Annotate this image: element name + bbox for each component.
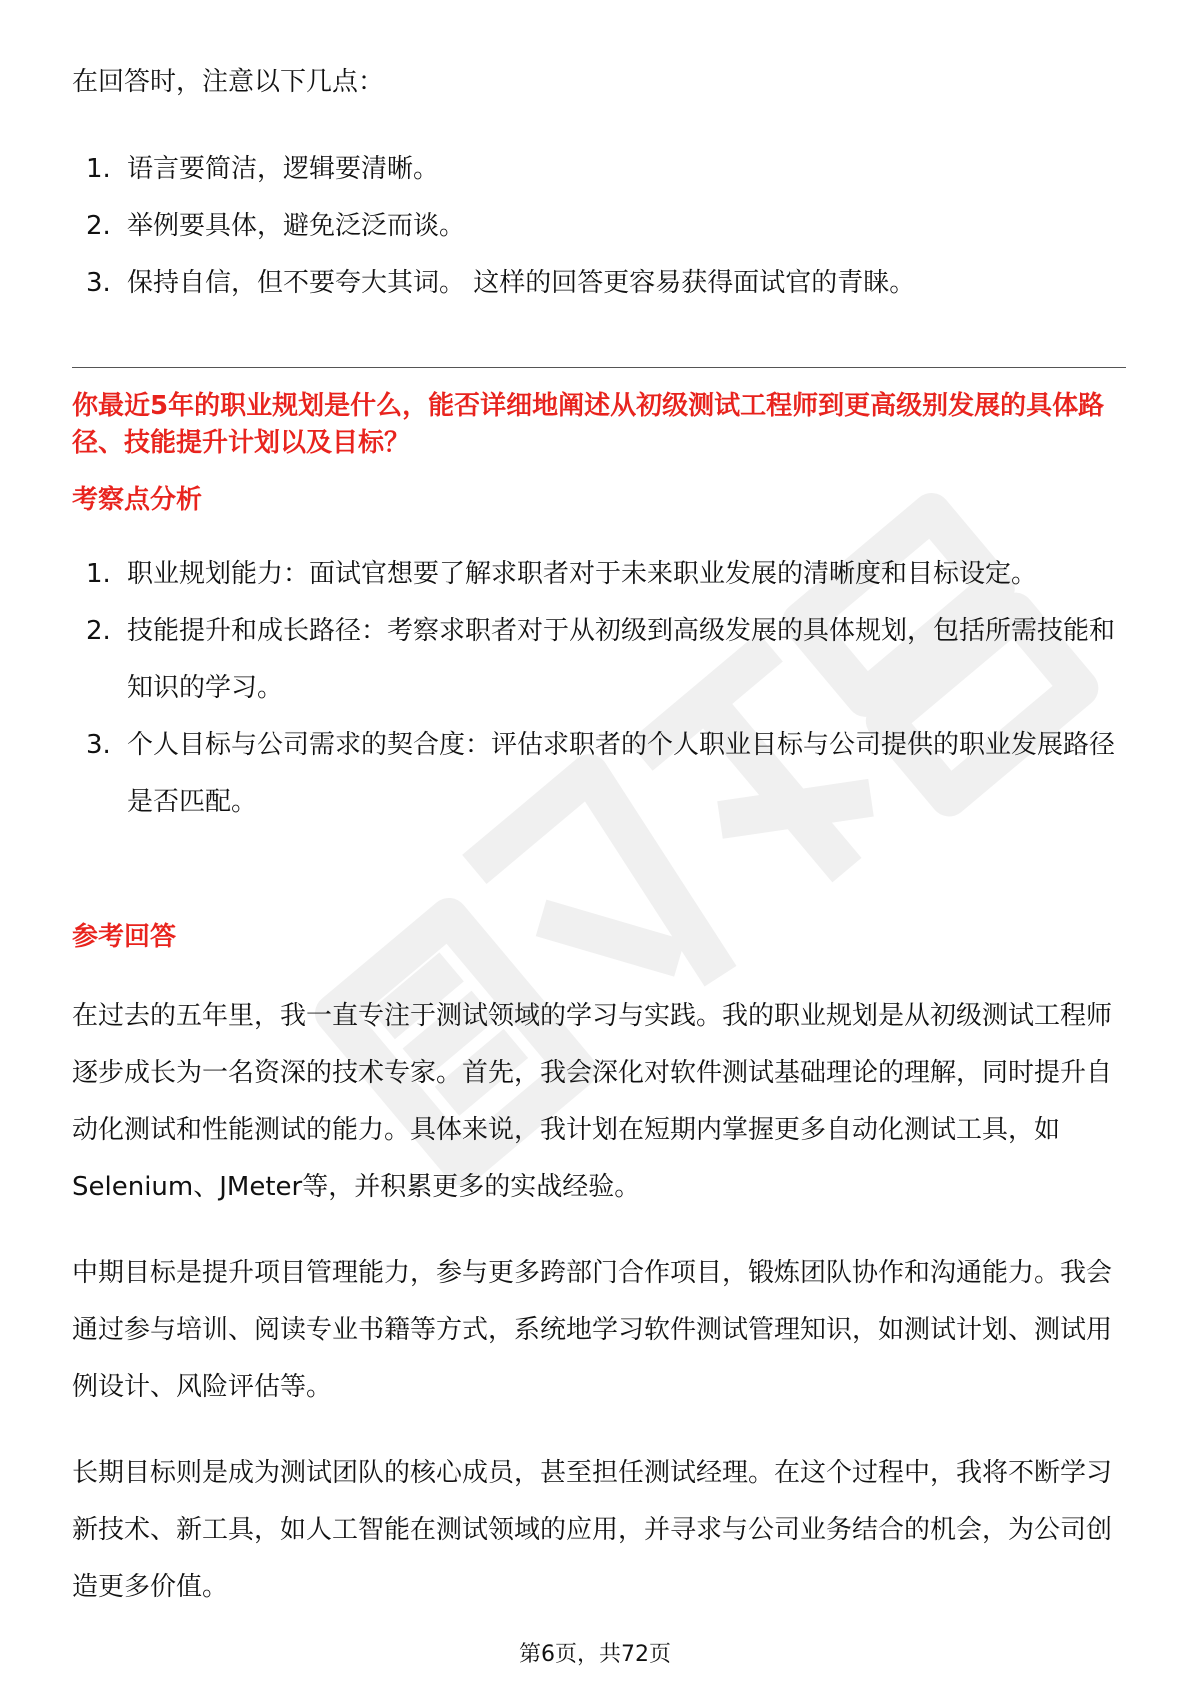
question-heading: 你最近5年的职业规划是什么，能否详细地阐述从初级测试工程师到更高级别发展的具体路径、技能提升计划以及目标？ bbox=[72, 391, 1105, 458]
answer-paragraph: 长期目标则是成为测试团队的核心成员，甚至担任测试经理。在这个过程中，我将不断学习新技术、新工具，如人工智能在测试领域的应用，并寻求与公司业务结合的机会，为公司创造更多价值。 bbox=[72, 1458, 1113, 1602]
answer-heading: 参考回答 bbox=[72, 922, 177, 952]
list-item bbox=[72, 255, 1126, 312]
list-number: 1. bbox=[86, 559, 111, 589]
answer-paragraph: 在过去的五年里，我一直专注于测试领域的学习与实践。我的职业规划是从初级测试工程师逐步成长为一名资深的技术专家。首先，我会深化对软件测试基础理论的理解，同时提升自动化测试和性能测试的能力。具体来说，我计划在短期内掌握更多自动化测试工具，如Selenium、JMeter等，并积累更多的实战经验。 bbox=[72, 1001, 1113, 1202]
list-number: 3. bbox=[86, 268, 111, 298]
list-number: 1. bbox=[86, 154, 111, 184]
list-item-text: 个人目标与公司需求的契合度：评估求职者的个人职业目标与公司提供的职业发展路径是否匹配。 bbox=[127, 730, 1116, 817]
tips-list bbox=[72, 141, 1126, 312]
list-item-text: 举例要具体，避免泛泛而谈。 bbox=[127, 211, 466, 241]
section-divider bbox=[72, 367, 1126, 368]
analysis-list bbox=[72, 546, 1126, 831]
intro-text: 在回答时，注意以下几点： bbox=[72, 67, 385, 97]
list-number: 3. bbox=[86, 730, 111, 760]
list-number: 2. bbox=[86, 616, 111, 646]
list-number: 2. bbox=[86, 211, 111, 241]
list-item-text: 保持自信，但不要夸大其词。 这样的回答更容易获得面试官的青睐。 bbox=[127, 268, 916, 298]
list-item bbox=[72, 198, 1126, 255]
list-item-text: 职业规划能力：面试官想要了解求职者对于未来职业发展的清晰度和目标设定。 bbox=[127, 559, 1038, 589]
list-item bbox=[72, 546, 1126, 603]
list-item bbox=[72, 603, 1126, 717]
list-item bbox=[72, 141, 1126, 198]
answer-paragraph: 中期目标是提升项目管理能力，参与更多跨部门合作项目，锻炼团队协作和沟通能力。我会通过参与培训、阅读专业书籍等方式，系统地学习软件测试管理知识，如测试计划、测试用例设计、风险评估等。 bbox=[72, 1258, 1113, 1402]
list-item bbox=[72, 717, 1126, 831]
list-item-text: 语言要简洁，逻辑要清晰。 bbox=[127, 154, 440, 184]
page-number: 第6页，共72页 bbox=[519, 1642, 671, 1667]
list-item-text: 技能提升和成长路径：考察求职者对于从初级到高级发展的具体规划，包括所需技能和知识的学习。 bbox=[127, 616, 1116, 703]
analysis-heading: 考察点分析 bbox=[72, 485, 203, 515]
